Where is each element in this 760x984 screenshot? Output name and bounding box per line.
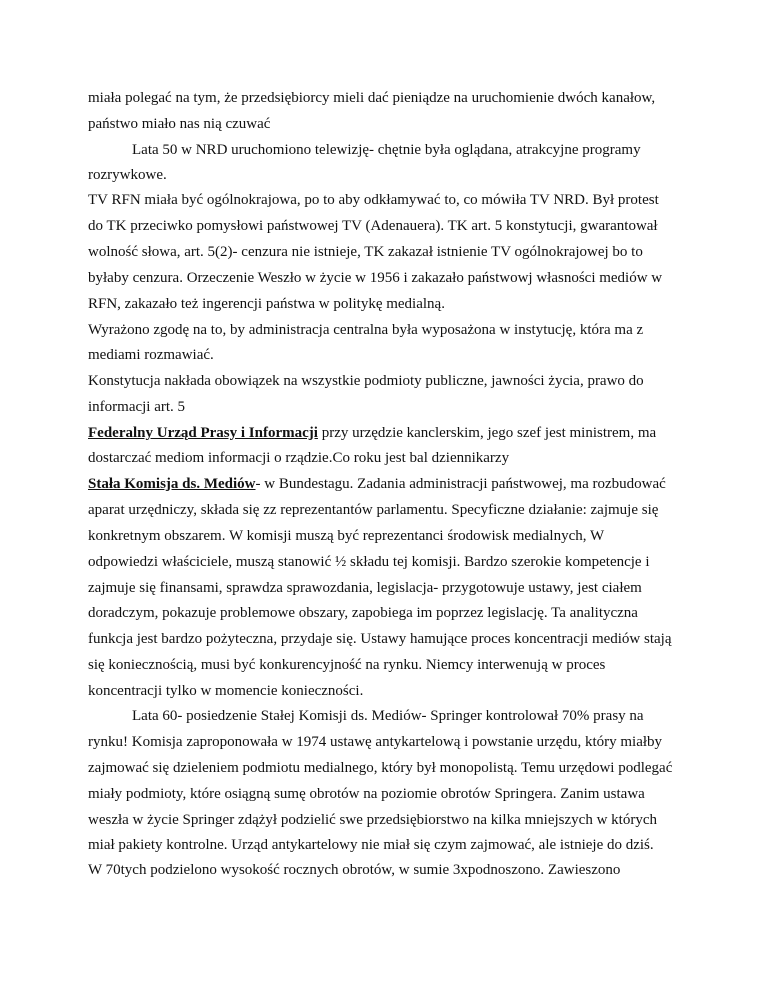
text-line: miał pakiety kontrolne. Urząd antykartelowy nie miał się czym zajmować, ale istnieje do dziś. xyxy=(88,837,654,853)
text-line: zajmuje się finansami, sprawdza sprawozdania, legislacja- przygotowuje ustawy, jest ciałem xyxy=(88,580,642,596)
text-line: aparat urzędniczy, składa się zz reprezentantów parlamentu. Specyficzne działanie: zajmuje się xyxy=(88,502,659,518)
text-line: byłaby cenzura. Orzeczenie Weszło w życie w 1956 i zakazało państwowj własności mediów w xyxy=(88,270,663,286)
text-line: mediami rozmawiać. xyxy=(88,347,214,363)
text-line: Konstytucja nakłada obowiązek na wszystkie podmioty publiczne, jawności życia, prawo do xyxy=(88,373,644,389)
text-line: W 70tych podzielono wysokość rocznych obrotów, w sumie 3xpodnoszono. Zawieszono xyxy=(88,862,621,878)
text-line: Wyrażono zgodę na to, by administracja centralna była wyposażona w instytucję, która ma z xyxy=(88,322,644,338)
text-line: rynku! Komisja zaproponowała w 1974 ustawę antykartelową i powstanie urzędu, który miałby xyxy=(88,734,663,750)
text-line: rozrywkowe. xyxy=(88,167,167,183)
text-line: do TK przeciwko pomysłowi państwowej TV (Adenauera). TK art. 5 konstytucji, gwarantował xyxy=(88,218,658,234)
text-line: Lata 50 w NRD uruchomiono telewizję- chętnie była oglądana, atrakcyjne programy xyxy=(132,142,641,158)
standing-commission-heading: Stała Komisja ds. Mediów xyxy=(88,476,256,492)
text-line: zajmować się dzieleniem podmiotu medialnego, który był monopolistą. Temu urzędowi podlegać xyxy=(88,760,673,776)
section-heading-line xyxy=(88,475,666,493)
text-line: funkcja jest bardzo pożyteczna, przydaje się. Ustawy hamujące proces koncentracji mediów stają xyxy=(88,631,672,647)
text-line: konkretnym obszarem. W komisji muszą być reprezentanci środowisk medialnych, W xyxy=(88,528,605,544)
text-line: dostarczać mediom informacji o rządzie.Co roku jest bal dziennikarzy xyxy=(88,450,510,466)
text-line: miała polegać na tym, że przedsiębiorcy mieli dać pieniądze na uruchomienie dwóch kanałow, xyxy=(88,90,656,106)
text-line: państwo miało nas nią czuwać xyxy=(88,116,271,132)
text-line: koncentracji tylko w momencie konieczności. xyxy=(88,683,364,699)
heading-continuation-text: przy urzędzie kanclerskim, jego szef jest ministrem, ma xyxy=(317,425,657,441)
text-line: RFN, zakazało też ingerencji państwa w politykę medialną. xyxy=(88,296,445,312)
text-line: wolność słowa, art. 5(2)- cenzura nie istnieje, TK zakazał istnienie TV ogólnokrajowej bo to xyxy=(88,244,643,260)
text-line: weszła w życie Springer zdążył podzielić swe przedsiębiorstwo na kilka mniejszych w których xyxy=(88,812,657,828)
text-line: odpowiedzi właściciele, muszą stanowić ½ składu tej komisji. Bardzo szerokie kompetencje i xyxy=(88,554,650,570)
text-line: TV RFN miała być ogólnokrajowa, po to aby odkłamywać to, co mówiła TV NRD. Był protest xyxy=(88,192,659,208)
text-line: informacji art. 5 xyxy=(88,399,186,415)
text-line: miały podmioty, które osiągną sumę obrotów na poziomie obrotów Springera. Zanim ustawa xyxy=(88,786,645,802)
federal-press-office-heading: Federalny Urząd Prasy i Informacji xyxy=(88,425,318,441)
text-line: Lata 60- posiedzenie Stałej Komisji ds. Mediów- Springer kontrolował 70% prasy na xyxy=(132,708,644,724)
heading-continuation-text: - w Bundestagu. Zadania administracji państwowej, ma rozbudować xyxy=(255,476,666,492)
section-heading-line xyxy=(88,424,656,442)
text-line: doradczym, pokazuje problemowe obszary, zapobiega im poprzez legislację. Ta analityczna xyxy=(88,605,638,621)
text-line: się koniecznością, musi być konkurencyjność na rynku. Niemcy interwenują w proces xyxy=(88,657,606,673)
